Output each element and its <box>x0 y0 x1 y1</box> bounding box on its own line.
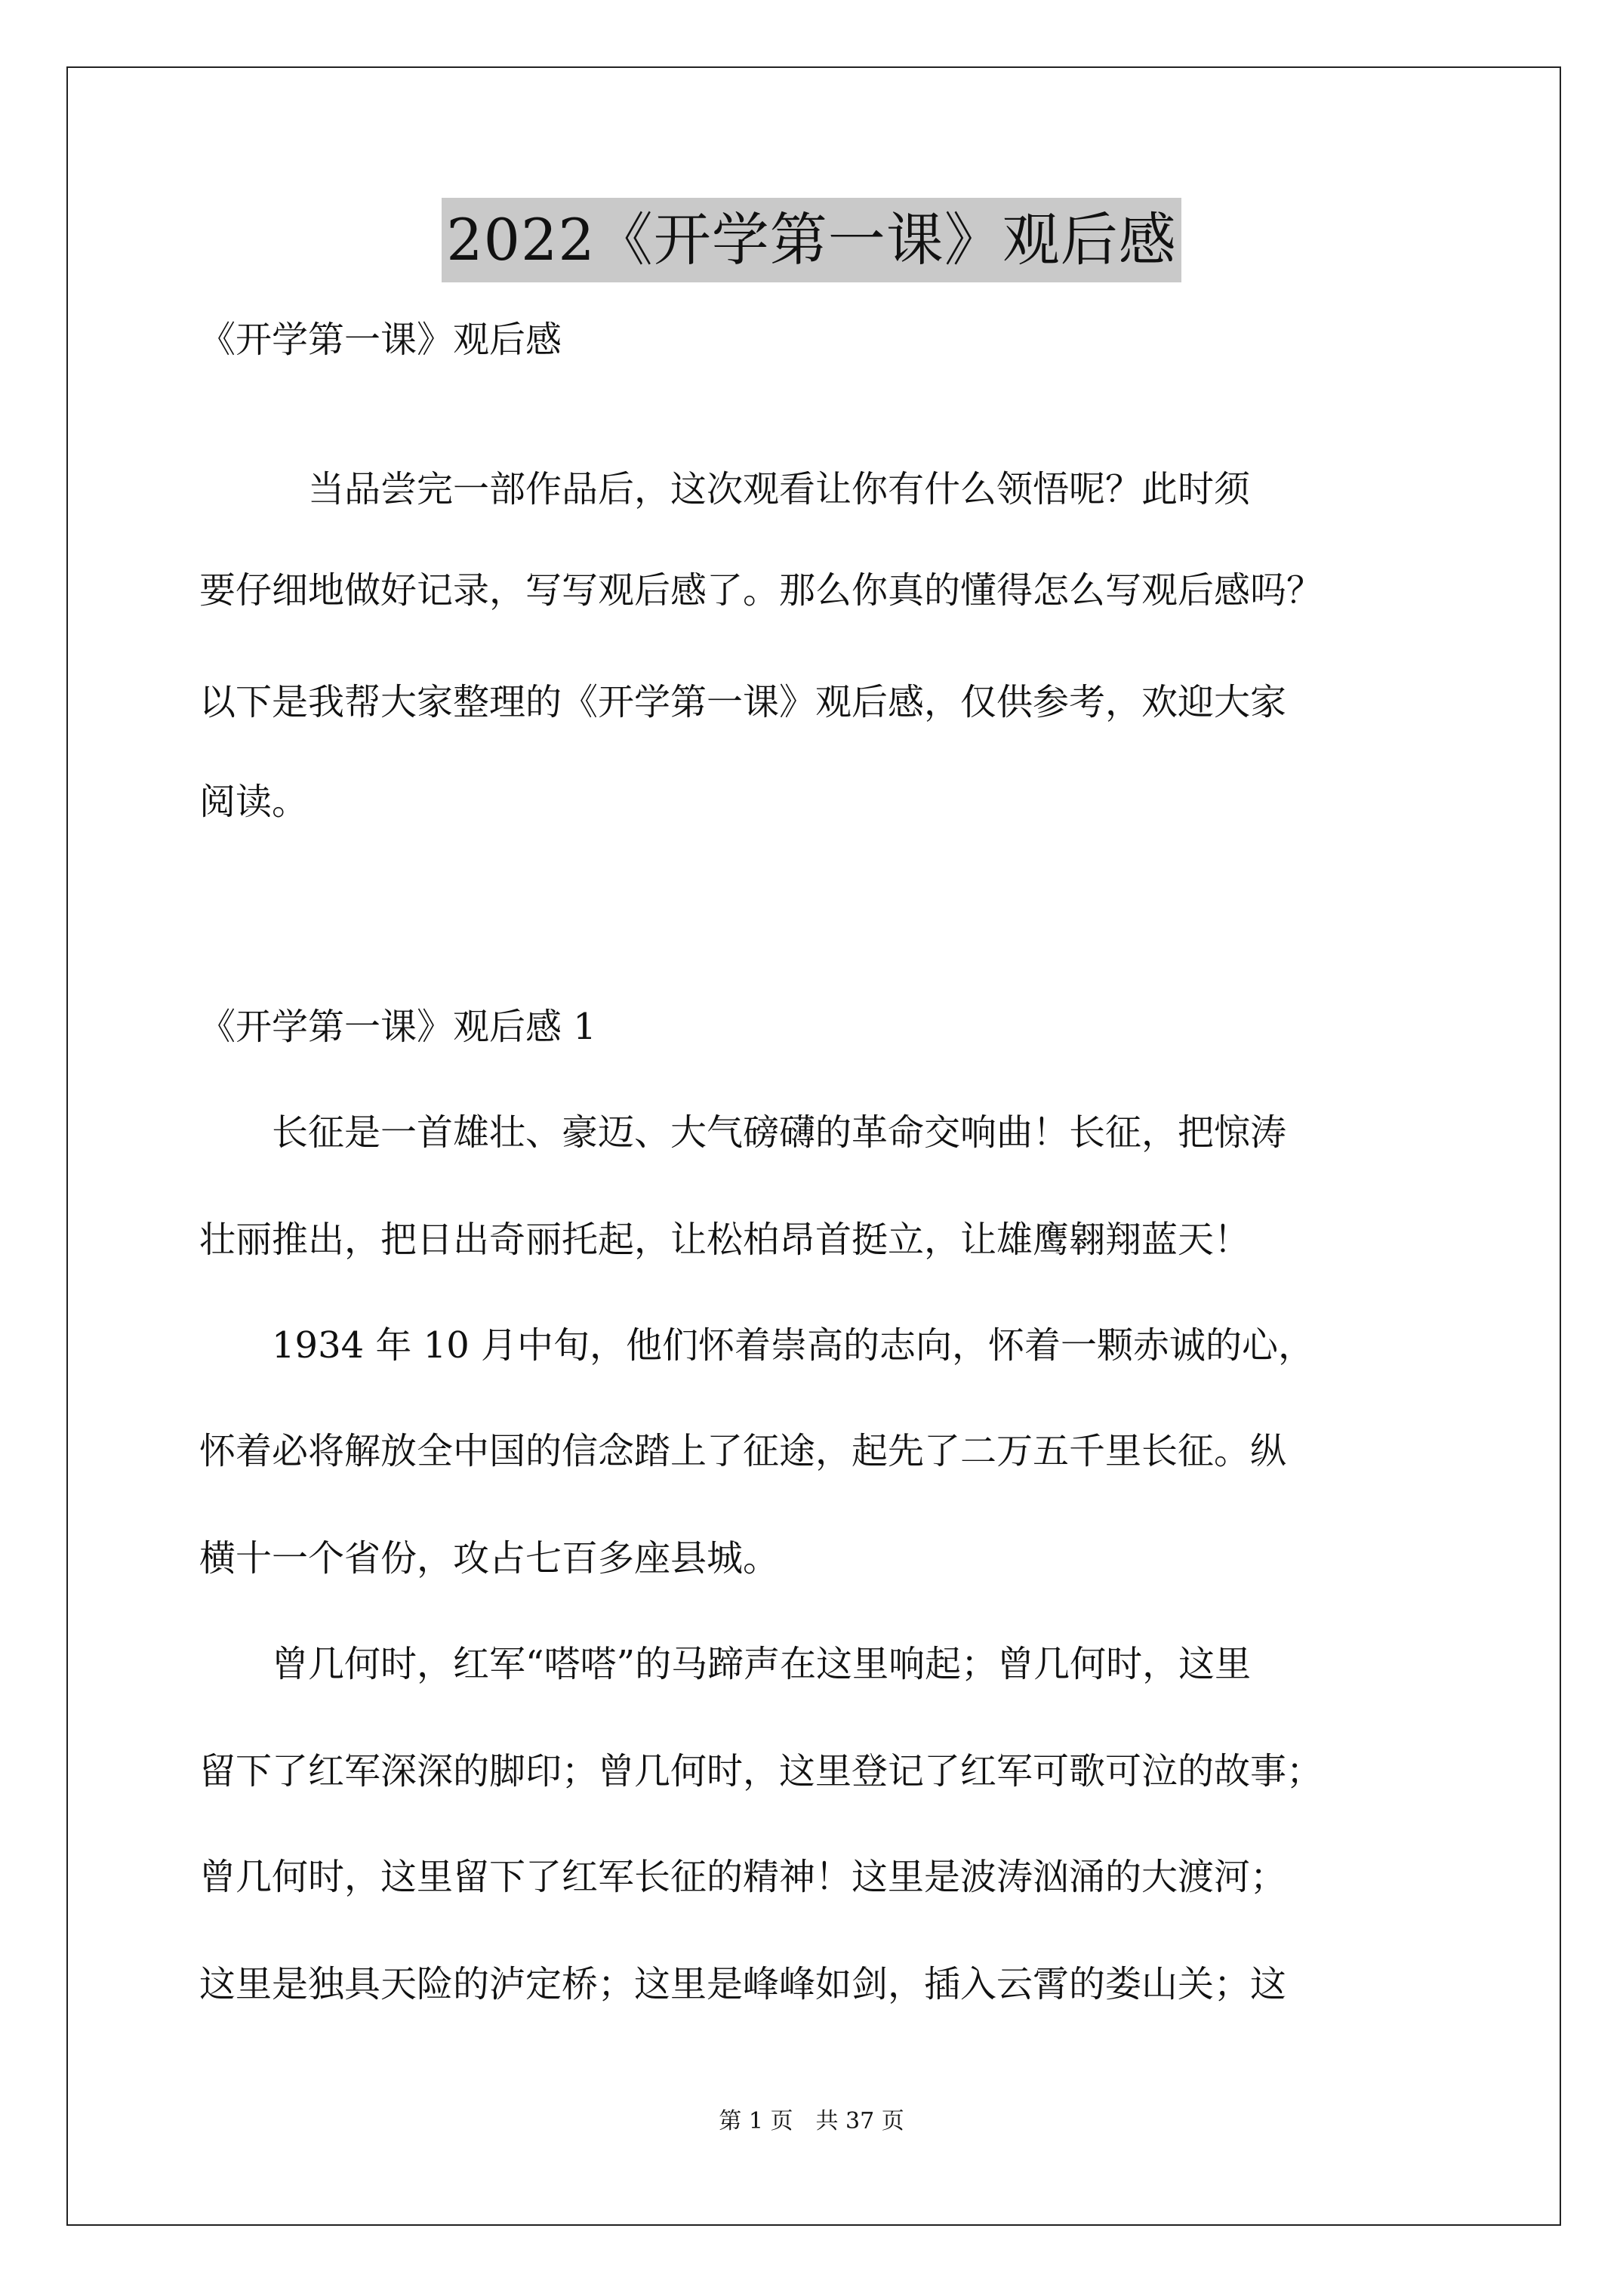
section-heading: 《开学第一课》观后感 1 <box>199 1006 596 1048</box>
paragraph-line: 曾几何时，这里留下了红军长征的精神！这里是波涛汹涌的大渡河； <box>199 1856 1287 1898</box>
paragraph-line: 横十一个省份，攻占七百多座县城。 <box>199 1537 780 1579</box>
title-container <box>0 198 1623 282</box>
paragraph-line: 壮丽推出，把日出奇丽托起，让松柏昂首挺立，让雄鹰翱翔蓝天！ <box>199 1219 1251 1261</box>
section-heading: 《开学第一课》观后感 <box>199 319 562 361</box>
paragraph-line: 1934 年 10 月中旬，他们怀着崇高的志向，怀着一颗赤诚的心， <box>199 1324 1315 1367</box>
paragraph-line: 以下是我帮大家整理的《开学第一课》观后感，仅供参考，欢迎大家 <box>199 681 1287 723</box>
paragraph-line: 怀着必将解放全中国的信念踏上了征途，起先了二万五千里长征。纵 <box>199 1430 1287 1472</box>
paragraph-line: 要仔细地做好记录，写写观后感了。那么你真的懂得怎么写观后感吗？ <box>199 569 1323 612</box>
paragraph-line: 曾几何时，红军“嗒嗒”的马蹄声在这里响起；曾几何时，这里 <box>199 1643 1252 1685</box>
page-number-footer: 第 1 页 共 37 页 <box>719 2108 904 2134</box>
paragraph-line: 长征是一首雄壮、豪迈、大气磅礴的革命交响曲！长征，把惊涛 <box>199 1111 1287 1154</box>
paragraph-line: 这里是独具天险的泸定桥；这里是峰峰如剑，插入云霄的娄山关；这 <box>199 1963 1287 2005</box>
paragraph-line: 当品尝完一部作品后，这次观看让你有什么领悟呢？此时须 <box>199 468 1251 510</box>
paragraph-line: 留下了红军深深的脚印；曾几何时，这里登记了红军可歌可泣的故事； <box>199 1750 1323 1792</box>
paragraph-line: 阅读。 <box>199 781 309 823</box>
page-title: 2022《开学第一课》观后感 <box>442 198 1181 282</box>
